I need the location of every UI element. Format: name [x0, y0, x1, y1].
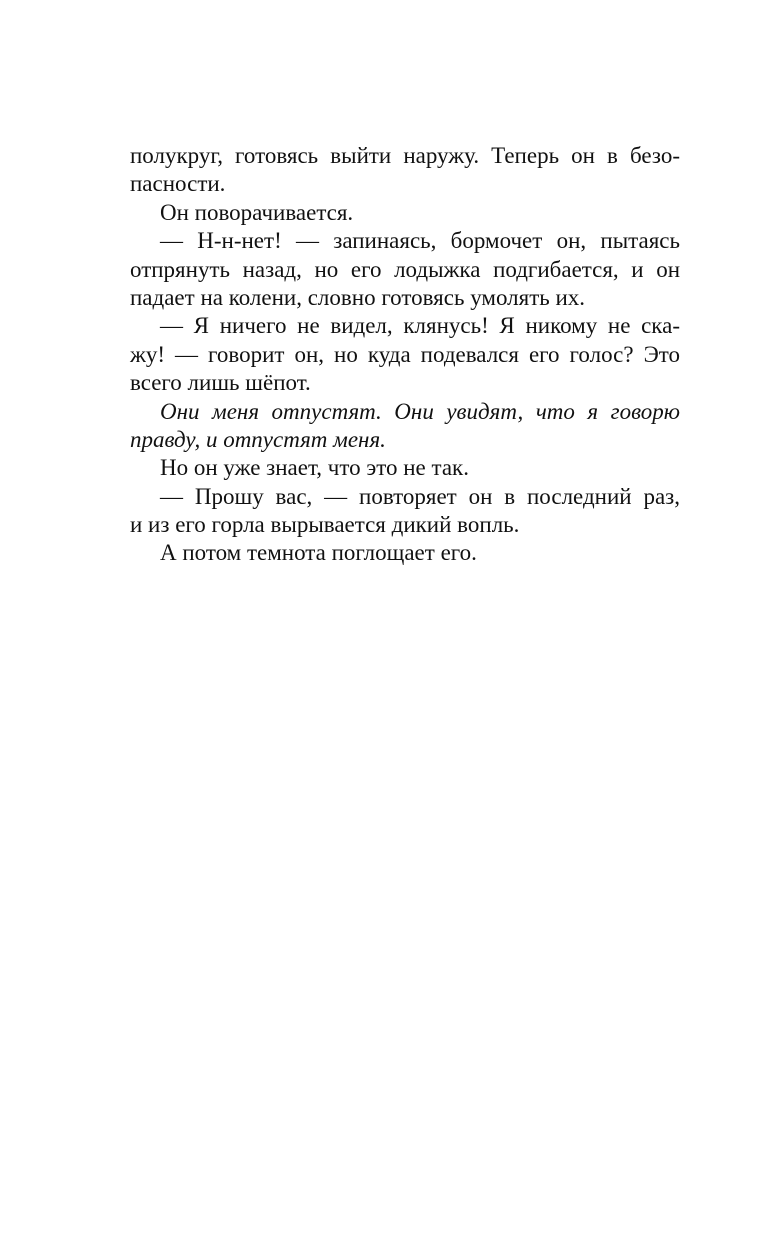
text-line: отпрянуть назад, но его лодыжка подгибается, и он	[130, 256, 680, 282]
text-line: и из его горла вырывается дикий вопль.	[130, 512, 520, 538]
italic-thought-line: Они меня отпустят. Они увидят, что я говорю	[160, 398, 680, 424]
text-line: всего лишь шёпот.	[130, 370, 311, 396]
text-line: пасности.	[130, 171, 226, 197]
text-line: А потом темнота поглощает его.	[160, 540, 477, 566]
dialogue-line: — Я ничего не видел, клянусь! Я никому не ска-	[160, 313, 680, 339]
book-page-text	[130, 142, 680, 568]
text-line: жу! — говорит он, но куда подевался его голос? Это	[130, 341, 680, 367]
italic-thought-line: правду, и отпустят меня.	[130, 426, 386, 452]
text-line: Он поворачивается.	[160, 199, 354, 225]
dialogue-line: — Н-н-нет! — запинаясь, бормочет он, пытаясь	[160, 228, 680, 254]
text-line: полукруг, готовясь выйти наружу. Теперь он в безо-	[130, 143, 680, 168]
dialogue-line: — Прошу вас, — повторяет он в последний раз,	[160, 483, 680, 509]
text-line: падает на колени, словно готовясь умолять их.	[130, 284, 586, 310]
text-line: Но он уже знает, что это не так.	[160, 455, 469, 481]
